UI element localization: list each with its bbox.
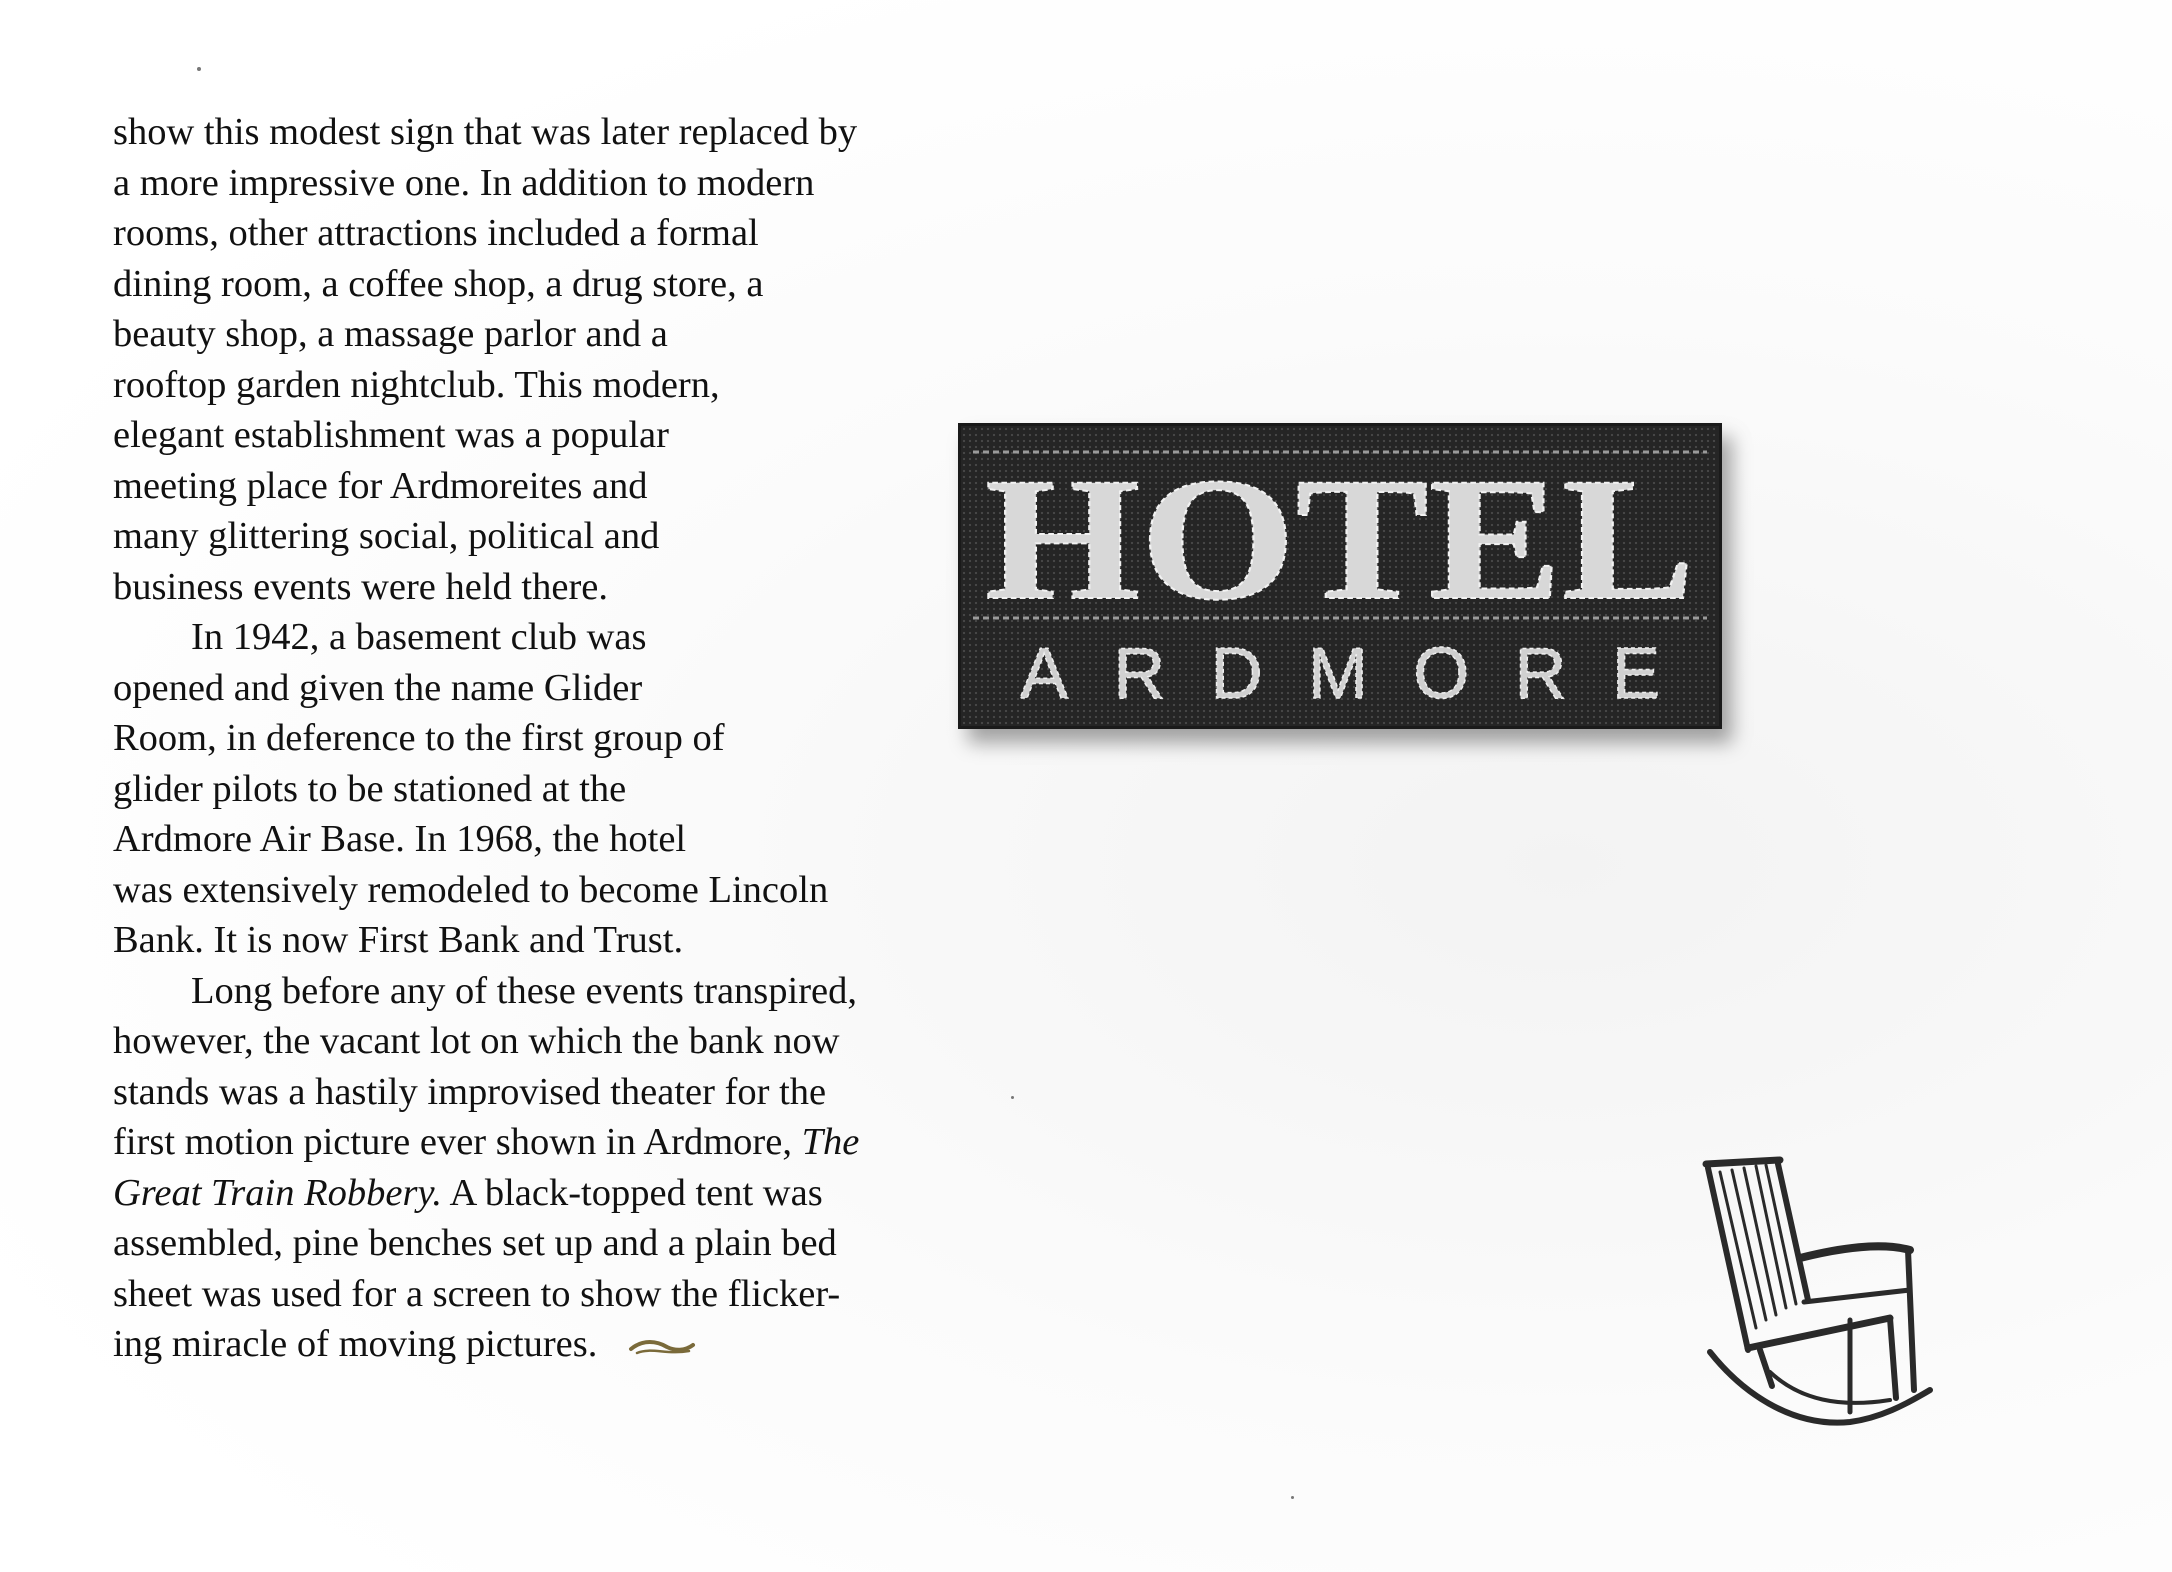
text-line: Room, in deference to the first group of	[113, 717, 725, 759]
text-line	[113, 1168, 1033, 1219]
paper-speck	[197, 67, 201, 71]
film-title-part: Great Train Robbery.	[113, 1171, 443, 1214]
text-line: assembled, pine benches set up and a plain bed	[113, 1222, 837, 1264]
text-line: was extensively remodeled to become Lincoln	[113, 868, 829, 911]
paper-speck	[1291, 1496, 1294, 1499]
text-line: stands was a hastily improvised theater for the	[113, 1070, 827, 1113]
text-segment: A black-topped tent was	[442, 1171, 823, 1214]
sign-ardmore-text: ARDMORE	[1020, 634, 1660, 714]
sign-hotel-text: HOTEL	[985, 442, 1695, 637]
text-line: In 1942, a basement club was	[191, 616, 647, 658]
text-line: Long before any of these events transpired,	[191, 969, 858, 1012]
text-line: show this modest sign that was later replaced by	[113, 111, 858, 153]
text-segment: first motion picture ever shown in Ardmore,	[113, 1121, 802, 1163]
text-line: Ardmore Air Base. In 1968, the hotel	[113, 818, 687, 860]
text-segment: ing miracle of moving pictures.	[113, 1323, 598, 1365]
text-line	[113, 1319, 1033, 1370]
text-line: beauty shop, a massage parlor and a	[113, 313, 668, 355]
text-line: rooms, other attractions included a formal	[113, 212, 759, 254]
text-line: business events were held there.	[113, 565, 608, 608]
text-line: rooftop garden nightclub. This modern,	[113, 363, 720, 406]
article-text	[113, 107, 1033, 1370]
text-line: meeting place for Ardmoreites and	[113, 464, 648, 507]
rocking-chair-icon	[1700, 1150, 1940, 1450]
text-line: dining room, a coffee shop, a drug store, a	[113, 262, 764, 305]
text-line: Bank. It is now First Bank and Trust.	[113, 919, 684, 961]
text-line: elegant establishment was a popular	[113, 414, 669, 456]
hotel-sign-photo	[958, 423, 1722, 729]
text-line: however, the vacant lot on which the bank now	[113, 1020, 840, 1062]
text-line: opened and given the name Glider	[113, 666, 643, 709]
film-title-part: The	[801, 1121, 860, 1163]
text-line	[113, 1117, 1033, 1168]
end-of-story-flourish-icon	[627, 1335, 697, 1359]
text-line: glider pilots to be stationed at the	[113, 767, 627, 810]
text-line: many glittering social, political and	[113, 515, 660, 557]
text-line: a more impressive one. In addition to modern	[113, 161, 815, 204]
text-line: sheet was used for a screen to show the flicker-	[113, 1272, 841, 1315]
paper-speck	[1011, 1096, 1014, 1099]
